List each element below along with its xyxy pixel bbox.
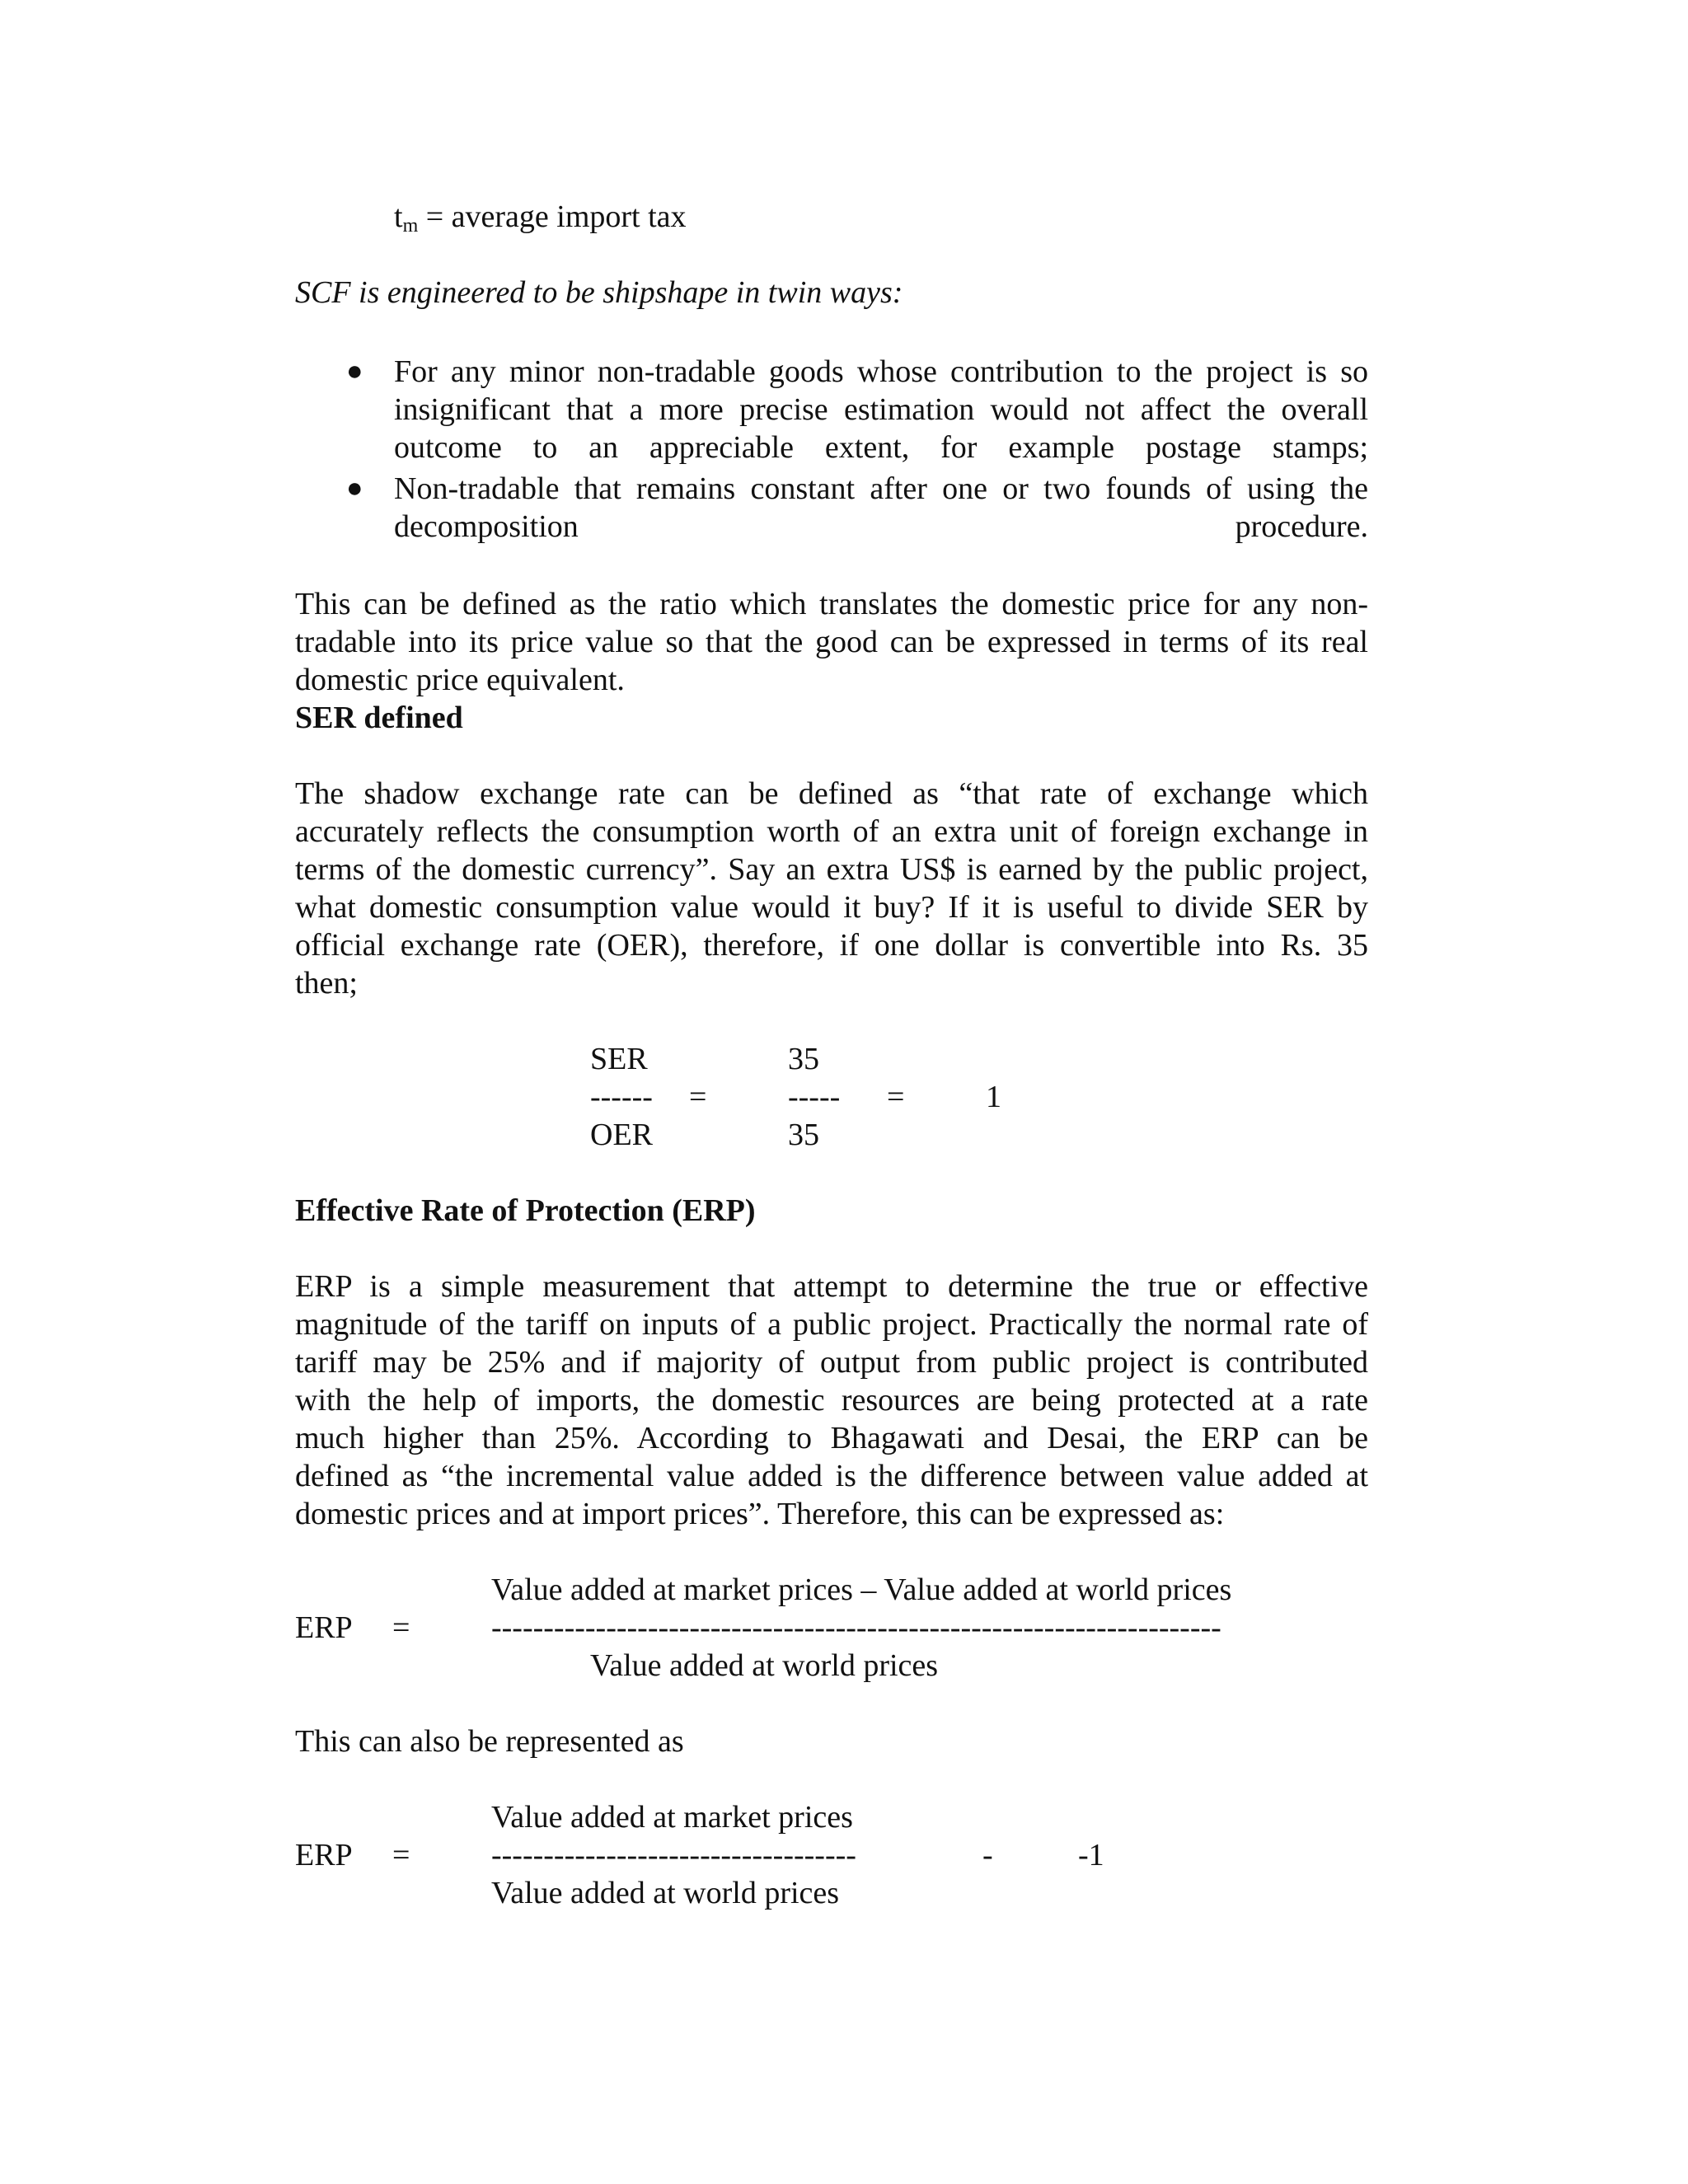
erp-formula-1-bar: ---------------------------------------------------------------------- [491,1610,1221,1645]
bullet-marker: ● [346,473,363,504]
erp-formula-2-eq: = [392,1838,410,1872]
erp-formula-2-denominator: Value added at world prices [491,1876,840,1910]
bullet-2-line-1: Non-tradable that remains constant after one or two founds of using the [394,471,1368,506]
erp-formula-2-numerator: Value added at market prices [491,1800,853,1835]
ratio-paragraph-line-1: This can be defined as the ratio which translates the domestic price for any non- [295,587,1368,621]
ser-heading: SER defined [295,701,463,735]
erp-paragraph-line-4: with the help of imports, the domestic resources are being protected at a rate [295,1383,1368,1418]
tm-subscript: m [402,215,419,237]
erp-paragraph-line-1: ERP is a simple measurement that attempt to determine the true or effective [295,1269,1368,1304]
erp-paragraph-line-5: much higher than 25%. According to Bhagawati and Desai, the ERP can be [295,1421,1368,1455]
ser-paragraph-line-1: The shadow exchange rate can be defined as “that rate of exchange which [295,776,1368,811]
erp-formula-2-lhs: ERP [295,1838,353,1872]
erp-formula-1-denominator: Value added at world prices [590,1648,939,1683]
ser-formula-eq-2: = [887,1080,905,1114]
also-text: This can also be represented as [295,1724,684,1759]
ser-formula-num-label: SER [590,1042,648,1076]
erp-paragraph-line-2: magnitude of the tariff on inputs of a public project. Practically the normal rate of [295,1307,1368,1342]
erp-formula-2-one: -1 [1078,1838,1104,1872]
erp-paragraph-line-7: domestic prices and at import prices”. Therefore, this can be expressed as: [295,1497,1225,1531]
ser-paragraph-line-5: official exchange rate (OER), therefore, if one dollar is convertible into Rs. 35 [295,928,1368,963]
bullet-1-line-1: For any minor non-tradable goods whose contribution to the project is so [394,354,1368,389]
erp-formula-2-minus: - [982,1838,993,1872]
ser-formula-bar-2: ----- [788,1080,841,1114]
erp-paragraph-line-3: tariff may be 25% and if majority of output from public project is contributed [295,1345,1368,1380]
ser-formula-bar-1: ------ [590,1080,653,1114]
ser-paragraph-line-6: then; [295,966,358,1001]
tm-definition [394,198,687,236]
ser-paragraph-line-4: what domestic consumption value would it buy? If it is useful to divide SER by [295,890,1368,925]
erp-formula-2-bar: ----------------------------------- [491,1838,856,1872]
ser-paragraph-line-2: accurately reflects the consumption worth of an extra unit of foreign exchange in [295,814,1368,849]
ser-formula-result: 1 [986,1080,1001,1114]
ser-formula-eq-1: = [689,1080,707,1114]
erp-formula-1-numerator: Value added at market prices – Value added at world prices [491,1572,1232,1607]
ser-paragraph-line-3: terms of the domestic currency”. Say an extra US$ is earned by the public project, [295,852,1368,887]
ratio-paragraph-line-2: tradable into its price value so that the good can be expressed in terms of its real [295,625,1368,659]
scf-heading: SCF is engineered to be shipshape in twin ways: [295,275,903,310]
erp-paragraph-line-6: defined as “the incremental value added is the difference between value added at [295,1459,1368,1493]
bullet-1-line-2: insignificant that a more precise estimation would not affect the overall [394,392,1368,427]
tm-symbol: t [394,199,403,234]
bullet-2-line-2: decomposition procedure. [394,509,1368,544]
erp-formula-1-eq: = [392,1610,410,1645]
ser-formula-den-label: OER [590,1118,653,1152]
tm-text: = average import tax [418,199,687,234]
ser-formula-num-value: 35 [788,1042,819,1076]
erp-heading: Effective Rate of Protection (ERP) [295,1193,756,1228]
erp-formula-1-lhs: ERP [295,1610,353,1645]
bullet-marker: ● [346,356,363,387]
ratio-paragraph-line-3: domestic price equivalent. [295,663,625,697]
ser-formula-den-value: 35 [788,1118,819,1152]
bullet-1-line-3: outcome to an appreciable extent, for example postage stamps; [394,430,1368,465]
